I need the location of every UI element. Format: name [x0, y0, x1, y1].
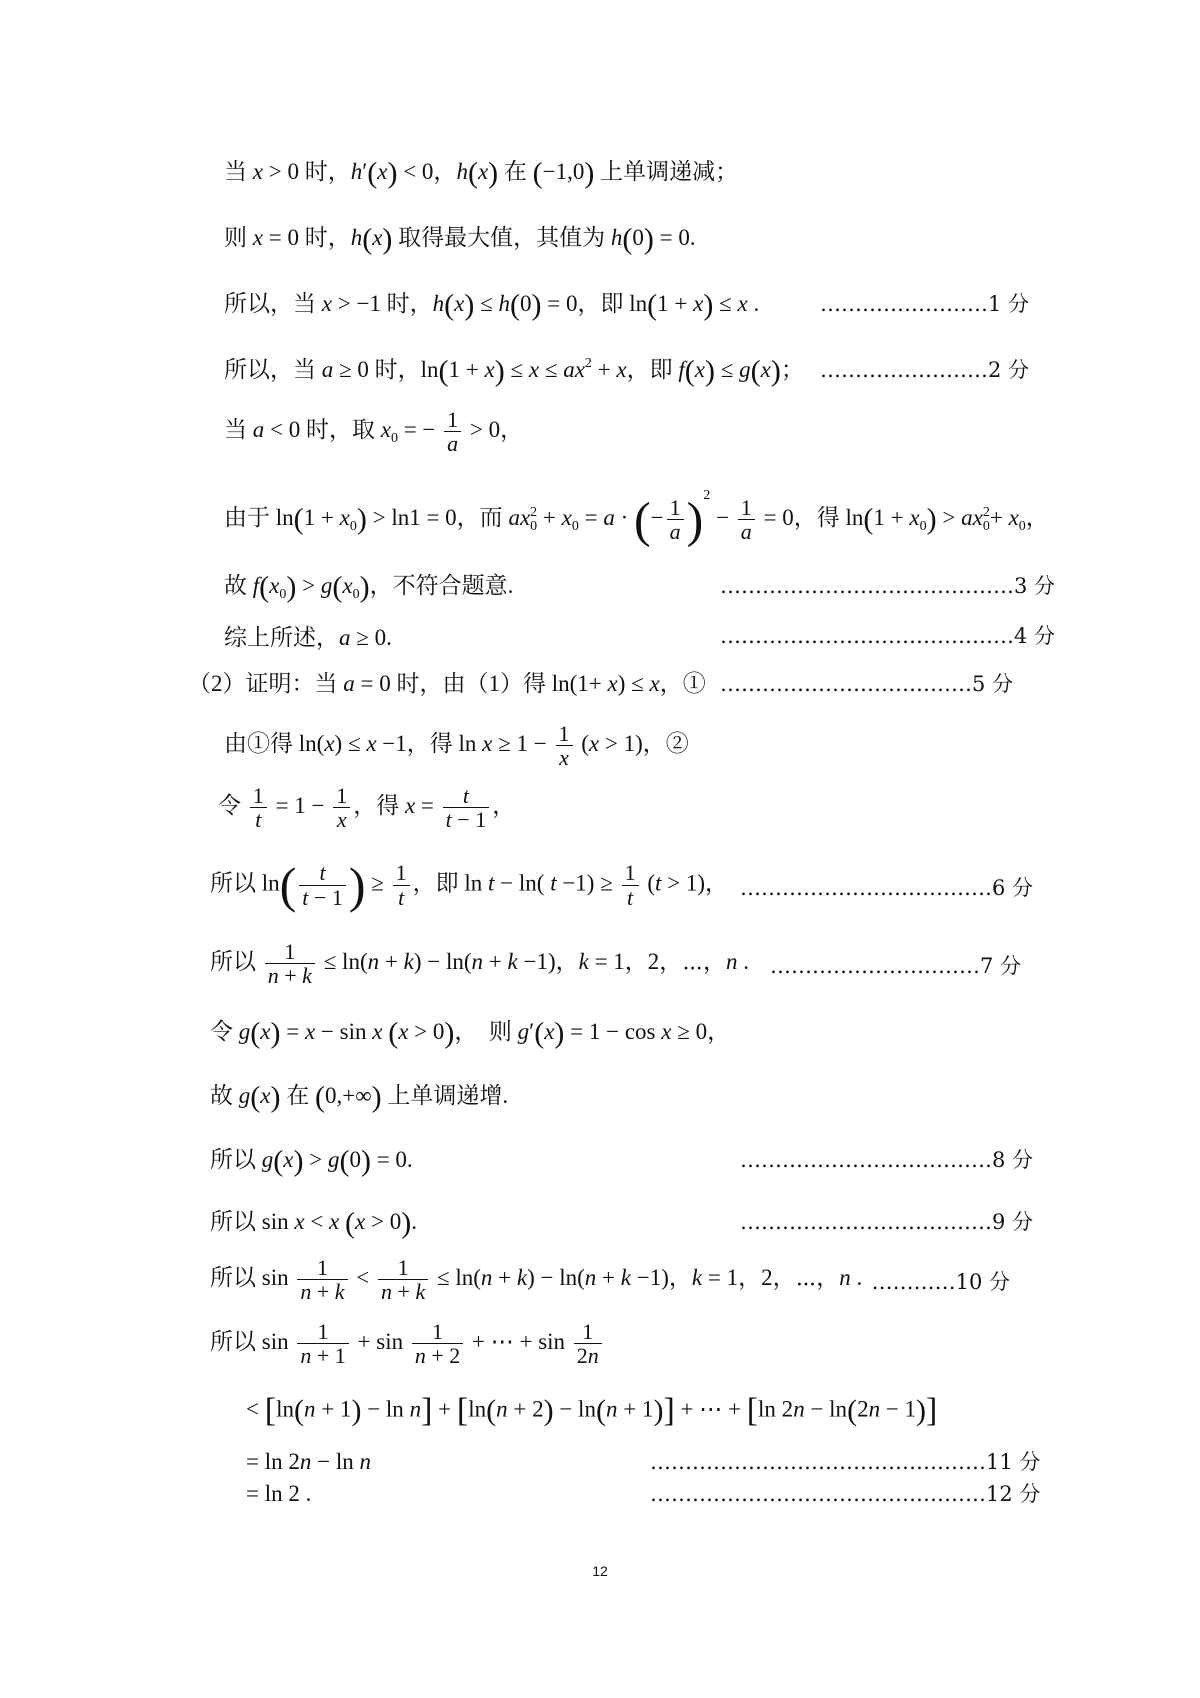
score-10: …………10 分 — [871, 1270, 1010, 1294]
score-9: ………………………………9 分 — [740, 1210, 1034, 1234]
score-2: ……………………2 分 — [820, 358, 1030, 382]
proof-line-7: 故 $f(x_0) > g(x_0)$，不符合题意. — [224, 570, 514, 604]
score-7: …………………………7 分 — [770, 954, 1022, 978]
proof-line-19: 所以 sin $\frac{1}{n + 1}$ + sin $\frac{1}{n + 2}$ + ⋯ + sin $\frac{1}{2n}$ — [210, 1320, 605, 1367]
proof-line-12: 所以 ln( $\frac{t}{t - 1}$ ) ≥ $\frac{1}{t}$ ，即 ln t − ln( t −1) ≥ $\frac{1}{t}$ (t > 1)， — [210, 857, 729, 913]
proof-line-8: 综上所述，a ≥ 0. — [224, 625, 392, 650]
proof-line-21: = ln 2n − ln n — [246, 1449, 371, 1474]
score-5: ………………………………5 分 — [720, 672, 1014, 696]
proof-line-11: 令 $\frac{1}{t}$ = 1 − $\frac{1}{x}$ ，得 x = $\frac{t}{t - 1}$ ， — [218, 783, 516, 833]
proof-line-22: = ln 2 . — [246, 1481, 312, 1506]
score-3: ……………………………………3 分 — [720, 574, 1056, 598]
page-number: 12 — [592, 1563, 608, 1579]
score-1: ……………………1 分 — [820, 292, 1030, 316]
proof-line-6: 由于 $\ln(1 + x_0) > \ln 1 = 0$，而 ax 2 0 + $x_0 = a$ · (− $\frac{1}{a}$ )$^2$ − $\frac{1}{a}$ = 0，得 $\ln(1 + x_0)$ > ax 2 0 + $x_0$， — [224, 488, 1049, 548]
proof-line-10: 由①得 ln(x) ≤ x −1，得 ln x ≥ 1 − $\frac{1}{x}$ (x > 1)，② — [224, 721, 689, 771]
proof-line-2: 则 x = 0 时，h(x) 取得最大值，其值为 h(0) = 0. — [224, 222, 696, 256]
proof-line-13: 所以 $\frac{1}{n + k}$ ≤ ln(n + k) − ln(n + k −1)，k = 1，2，⋯，n . — [210, 939, 749, 989]
score-4: ……………………………………4 分 — [720, 624, 1056, 648]
proof-line-9: （2）证明：当 a = 0 时，由（1）得 ln(1+ x) ≤ x，① — [188, 671, 706, 696]
proof-line-15: 故 g(x) 在 (0,+∞) 上单调递增. — [210, 1080, 509, 1114]
score-12: …………………………………………12 分 — [650, 1482, 1041, 1506]
proof-line-3: 所以，当 x > −1 时，h(x) ≤ h(0) = 0，即 ln(1 + x) ≤ x . — [224, 288, 760, 322]
proof-line-5: 当 a < 0 时，取 $x_0$ = − $\frac{1}{a}$ > 0， — [224, 407, 524, 457]
proof-line-4: 所以，当 a ≥ 0 时，$\ln(1 + x) \le x \le ax^2 + x$，即 f(x) ≤ g(x)； — [224, 354, 804, 388]
proof-line-14: 令 g(x) = x − sin x (x > 0)， 则 g′(x) = 1 − cos x ≥ 0， — [210, 1016, 731, 1050]
proof-line-16: 所以 g(x) > g(0) = 0. — [210, 1144, 413, 1178]
proof-line-1: 当 x > 0 时，h′(x) < 0，h(x) 在 (−1,0) 上单调递减； — [224, 156, 739, 190]
score-6: ………………………………6 分 — [740, 876, 1034, 900]
score-11: …………………………………………11 分 — [650, 1450, 1041, 1474]
proof-line-20: < [ln(n + 1) − ln n] + [ln(n + 2) − ln(n + 1)] + ⋯ + [ln 2n − ln(2n − 1)] — [246, 1392, 938, 1429]
score-8: ………………………………8 分 — [740, 1148, 1034, 1172]
proof-line-17: 所以 sin x < x (x > 0). — [210, 1206, 417, 1240]
proof-line-18: 所以 sin $\frac{1}{n + k}$ < $\frac{1}{n + k}$ ≤ ln(n + k) − ln(n + k −1)，k = 1，2，⋯，n . — [210, 1255, 863, 1305]
